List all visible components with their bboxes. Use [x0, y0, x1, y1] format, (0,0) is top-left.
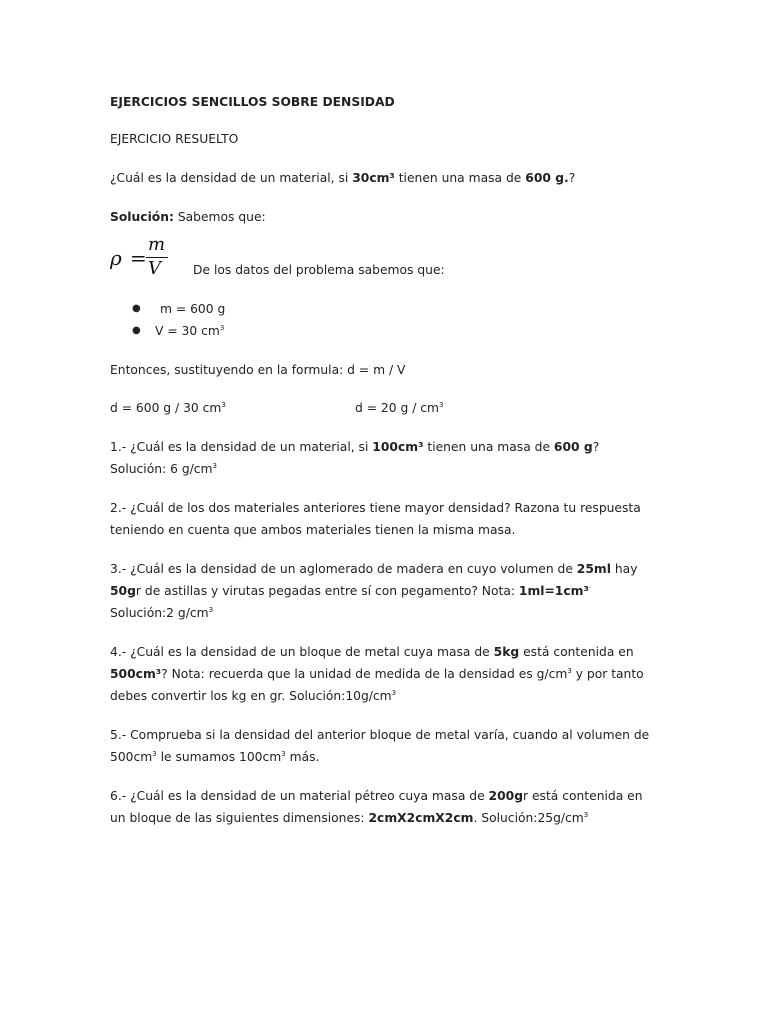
exercise-6-line-1: 6.- ¿Cuál es la densidad de un material pétreo cuya masa de 200gr está contenida en [110, 789, 643, 803]
list-item: m = 600 g [160, 302, 226, 316]
exercise-4-line-3: debes convertir los kg en gr. $Solución:10g/cm^3$ [110, 689, 397, 703]
document-title: EJERCICIOS SENCILLOS SOBRE DENSIDAD [110, 95, 395, 109]
exercise-5-line-1: 5.- Comprueba si la densidad del anterior bloque de metal varía, cuando al volumen de [110, 728, 650, 742]
density-formula: ρ = m V [110, 232, 180, 278]
exercise-4-line-2: 500cm³? Nota: recuerda que la unidad de medida de la densidad es $g/cm^3$ y por tanto [110, 667, 644, 681]
exercise-3-line-1: 3.- ¿Cuál es la densidad de un aglomerado de madera en cuyo volumen de 25ml hay [110, 562, 638, 576]
substitution-line: Entonces, sustituyendo en la formula: d = m / V [110, 363, 406, 377]
data-intro: De los datos del problema sabemos que: [193, 263, 445, 277]
exercise-1-solution: Solución: 6 $g/cm^3$ [110, 462, 217, 476]
list-item: V = 30 $cm^3$ [155, 324, 225, 338]
exercise-6-line-2: un bloque de las siguientes dimensiones: 2cmX2cmX2cm. $Solución:25g/cm^3$ [110, 811, 589, 825]
worked-question: ¿Cuál es la densidad de un material, si 30cm³ tienen una masa de 600 g.? [110, 171, 576, 185]
exercise-3-line-2: 50gr de astillas y virutas pegadas entre sí con pegamento? Nota: 1ml=1cm³· [110, 584, 592, 598]
bullet-marker: ● [132, 325, 141, 336]
exercise-3-solution: Solución:2 $g/cm^3$ [110, 606, 214, 620]
calc-right: d = 20 g / $cm^3$ [355, 401, 444, 415]
exercise-2-line-2: teniendo en cuenta que ambos materiales tienen la misma masa. [110, 523, 516, 537]
exercise-1-question: 1.- ¿Cuál es la densidad de un material, si 100cm³ tienen una masa de 600 g? [110, 440, 600, 454]
exercise-2-line-1: 2.- ¿Cuál de los dos materiales anteriores tiene mayor densidad? Razona tu respuesta [110, 501, 641, 515]
calc-left: d = 600 g / 30 $cm^3$ [110, 401, 226, 415]
solution-intro: Solución: Sabemos que: [110, 210, 266, 224]
exercise-5-line-2: $500cm^3$ le sumamos $100cm^3$ más. [110, 750, 320, 764]
section-subtitle: EJERCICIO RESUELTO [110, 132, 239, 146]
exercise-4-line-1: 4.- ¿Cuál es la densidad de un bloque de metal cuya masa de 5kg está contenida en [110, 645, 634, 659]
bullet-marker: ● [132, 303, 141, 314]
